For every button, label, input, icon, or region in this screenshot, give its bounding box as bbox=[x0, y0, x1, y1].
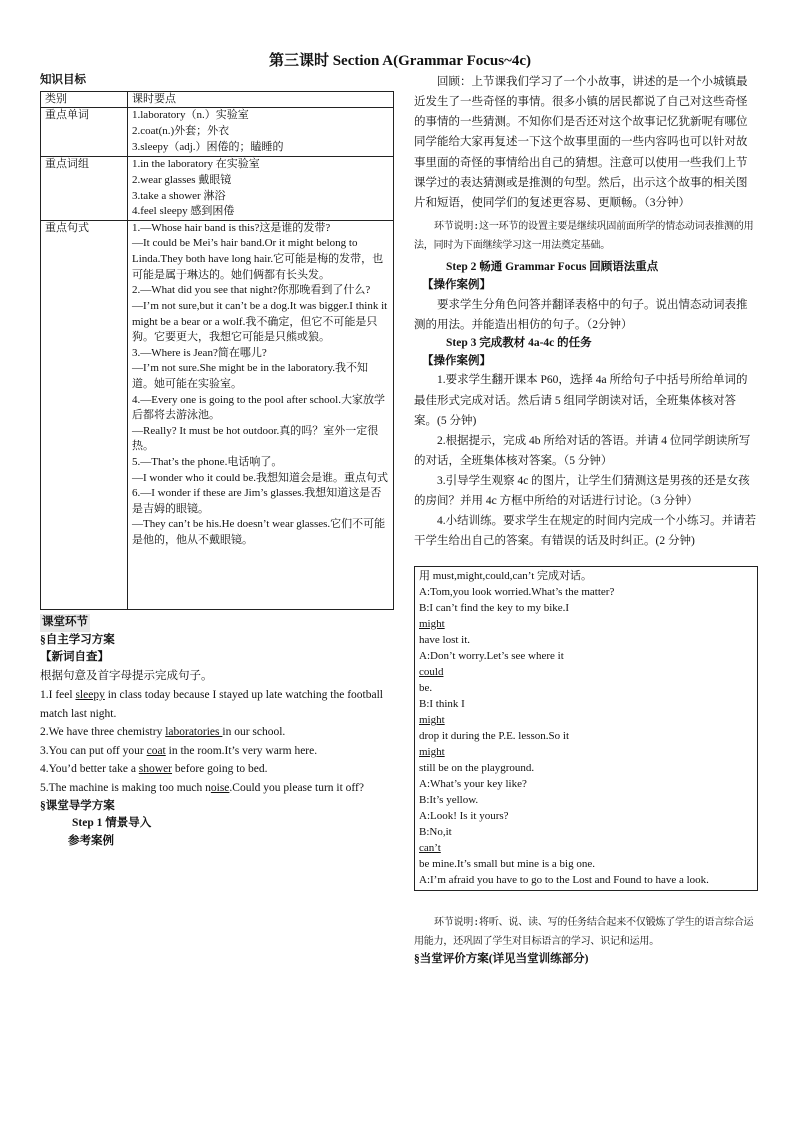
table-row bbox=[41, 220, 394, 609]
evaluation-heading: §当堂评价方案(详见当堂训练部分) bbox=[414, 953, 589, 966]
task-item: 1.要求学生翻开课本 P60，选择 4a 所给句子中括号所给单词的最佳形式完成对话。然后请 5 组同学朗读对话，全班集体核对答案。(5 分钟) bbox=[414, 374, 748, 427]
answer-underlined: oise bbox=[210, 782, 230, 795]
page-title: 第三课时 Section A(Grammar Focus~4c) bbox=[268, 53, 532, 69]
point-line: 3.sleepy（adj.）困倦的；瞌睡的 bbox=[132, 140, 284, 153]
goals-label: 知识目标 bbox=[40, 74, 86, 86]
answer-underlined: can’t bbox=[419, 842, 441, 855]
task-item: 3.引导学生观察 4c 的图片，让学生们猜测这是男孩的还是女孩的房间？并用 4c 方框中所给的对话进行讨论。（3 分钟） bbox=[414, 475, 750, 508]
table-cell-points bbox=[128, 220, 394, 609]
step2-heading: Step 2 畅通 Grammar Focus 回顾语法重点 bbox=[446, 260, 659, 273]
table-header-row bbox=[41, 91, 394, 108]
new-words-heading: 【新词自查】 bbox=[40, 651, 109, 664]
section-note: 环节说明:这一环节的设置主要是继续巩固前面所学的情态动词表推测的用法，同时为下面继续学习这一用法奠定基础。 bbox=[414, 220, 754, 251]
exercise-item: 2.We have three chemistry laboratories in our school. bbox=[40, 726, 286, 739]
dialogue-line: B:It’s yellow. bbox=[419, 794, 479, 807]
point-line: 3.take a shower 淋浴 bbox=[132, 189, 226, 202]
dialogue-instruction: 用 must,might,could,can’t 完成对话。 bbox=[419, 569, 593, 582]
point-line: 2.—What did you see that night?你那晚看到了什么? bbox=[132, 284, 371, 297]
point-line: —Really? It must be hot outdoor.真的吗？室外一定很热。 bbox=[132, 424, 379, 453]
answer-underlined: shower bbox=[138, 763, 173, 776]
self-study-heading: §自主学习方案 bbox=[40, 633, 115, 646]
dialogue-line: B:No,it can’t be mine.It’s small but mine is a big one. bbox=[419, 824, 753, 872]
answer-underlined: might bbox=[419, 746, 445, 759]
step3-heading: Step 3 完成教材 4a-4c 的任务 bbox=[446, 336, 592, 349]
answer-underlined: might bbox=[419, 713, 445, 726]
answer-underlined: could bbox=[419, 665, 444, 678]
knowledge-table bbox=[40, 91, 394, 610]
step1-heading: Step 1 情景导入 bbox=[72, 817, 152, 830]
dialogue-line: A:What’s your key like? bbox=[419, 778, 527, 791]
reference-heading: 参考案例 bbox=[68, 835, 114, 848]
dialogue-line: B:I can’t find the key to my bike.I might have lost it. bbox=[419, 600, 753, 648]
point-line: 1.—Whose hair band is this?这是谁的发带? bbox=[132, 221, 331, 234]
left-column bbox=[40, 72, 394, 851]
point-line: 2.coat(n.)外套；外衣 bbox=[132, 125, 230, 138]
exercise-item: 1.I feel sleepy in class today because I stayed up late watching the football match last night. bbox=[40, 688, 383, 720]
table-cell-points bbox=[128, 108, 394, 157]
table-row bbox=[41, 157, 394, 220]
dialogue-line: B:I think I might drop it during the P.E. lesson.So it might still be on the playground. bbox=[419, 696, 753, 776]
task-item: 2.根据提示，完成 4b 所给对话的答语。并请 4 位同学朗读所写的对话，全班集体核对答案。（5 分钟） bbox=[414, 434, 751, 467]
point-line: 1.laboratory（n.）实验室 bbox=[132, 109, 249, 122]
dialogue-line: A:Tom,you look worried.What’s the matter? bbox=[419, 585, 615, 598]
dialogue-line: A:Don’t worry.Let’s see where it could be. bbox=[419, 648, 753, 696]
point-line: 4.—Every one is going to the pool after school.大家放学后都将去游泳池。 bbox=[132, 393, 385, 422]
exercise-item: 4.You’d better take a shower before going to bed. bbox=[40, 763, 268, 776]
operation-case-heading: 【操作案例】 bbox=[422, 278, 491, 291]
instruction-text: 根据句意及首字母提示完成句子。 bbox=[40, 670, 213, 683]
step2-text: 要求学生分角色问答并翻译表格中的句子。说出情态动词表推测的用法。并能造出相仿的句子。（2分钟） bbox=[414, 298, 748, 331]
operation-case-heading: 【操作案例】 bbox=[422, 354, 491, 367]
table-row bbox=[41, 108, 394, 157]
point-line: 3.—Where is Jean?简在哪儿? bbox=[132, 346, 267, 359]
table-header-category: 类别 bbox=[41, 91, 128, 108]
table-cell-category: 重点句式 bbox=[41, 220, 128, 609]
table-header-points: 课时要点 bbox=[128, 91, 394, 108]
point-line: —I wonder who it could be.我想知道会是谁。重点句式 6.—I wonder if these are Jim’s glasses.我想知道这是否是吉姆的眼镜。 bbox=[132, 471, 389, 515]
answer-underlined: sleepy bbox=[75, 688, 105, 701]
exercise-item: 5.The machine is making too much noise.Could you please turn it off? bbox=[40, 782, 364, 795]
dialogue-line: A:Look! Is it yours? bbox=[419, 810, 509, 823]
point-line: —They can’t be his.He doesn’t wear glasses.它们不可能是他的，他从不戴眼镜。 bbox=[132, 518, 386, 547]
point-line: —It could be Mei’s hair band.Or it might belong to Linda.They both have long hair.它可能是梅的发带，也可能是属于琳达的。她们俩都有长头发。 bbox=[132, 237, 384, 281]
table-cell-category: 重点词组 bbox=[41, 157, 128, 220]
answer-underlined: laboratories bbox=[165, 726, 223, 739]
point-line: —I’m not sure,but it can’t be a dog.It was bigger.I think it might be a bear or a wolf.我不确定，但它不可能是只狗。它要更大，我想它可能是只熊或狼。 bbox=[132, 299, 388, 344]
table-cell-points bbox=[128, 157, 394, 220]
section-note: 环节说明:将听、说、读、写的任务结合起来不仅锻炼了学生的语言综合运用能力，还巩固了学生对目标语言的学习、识记和运用。 bbox=[414, 917, 754, 948]
point-line: 1.in the laboratory 在实验室 bbox=[132, 158, 260, 171]
point-line: 5.—That’s the phone.电话响了。 bbox=[132, 456, 283, 468]
answer-underlined: coat bbox=[146, 744, 166, 757]
point-line: 4.feel sleepy 感到困倦 bbox=[132, 205, 235, 218]
task-item: 4.小结训练。要求学生在规定的时间内完成一个小练习。并请若干学生给出自己的答案。有错误的话及时纠正。(2 分钟) bbox=[414, 515, 757, 548]
dialogue-line: A:I’m afraid you have to go to the Lost and Found to have a look. bbox=[419, 874, 709, 887]
guide-heading: §课堂导学方案 bbox=[40, 799, 115, 812]
point-line: —I’m not sure.She might be in the laboratory.我不知道。她可能在实验室。 bbox=[132, 362, 369, 390]
table-cell-category: 重点单词 bbox=[41, 108, 128, 157]
review-paragraph: 回顾：上节课我们学习了一个小故事，讲述的是一个小城镇最近发生了一些奇怪的事情。很多小镇的居民都说了自己对这些奇怪的事情的一些猜测。不知你们是否还对这个故事记忆犹新呢有哪位同学能给大家再复述一下这个故事里面的一些内容吗也可以针对故事里面的奇怪的事情给出自己的猜想。注意可以使用一些我们上节课学过的表达猜测或是推测的句型。然后，出示这个故事的相关图片和短语，使同学们的复述更容易、更顺畅。（3分钟） bbox=[414, 76, 748, 209]
right-column bbox=[414, 72, 758, 969]
class-section-label: 课堂环节 bbox=[40, 614, 90, 632]
answer-underlined: might bbox=[419, 617, 445, 630]
point-line: 2.wear glasses 戴眼镜 bbox=[132, 174, 232, 187]
dialogue-box bbox=[414, 566, 758, 892]
exercise-item: 3.You can put off your coat in the room.It’s very warm here. bbox=[40, 744, 318, 757]
